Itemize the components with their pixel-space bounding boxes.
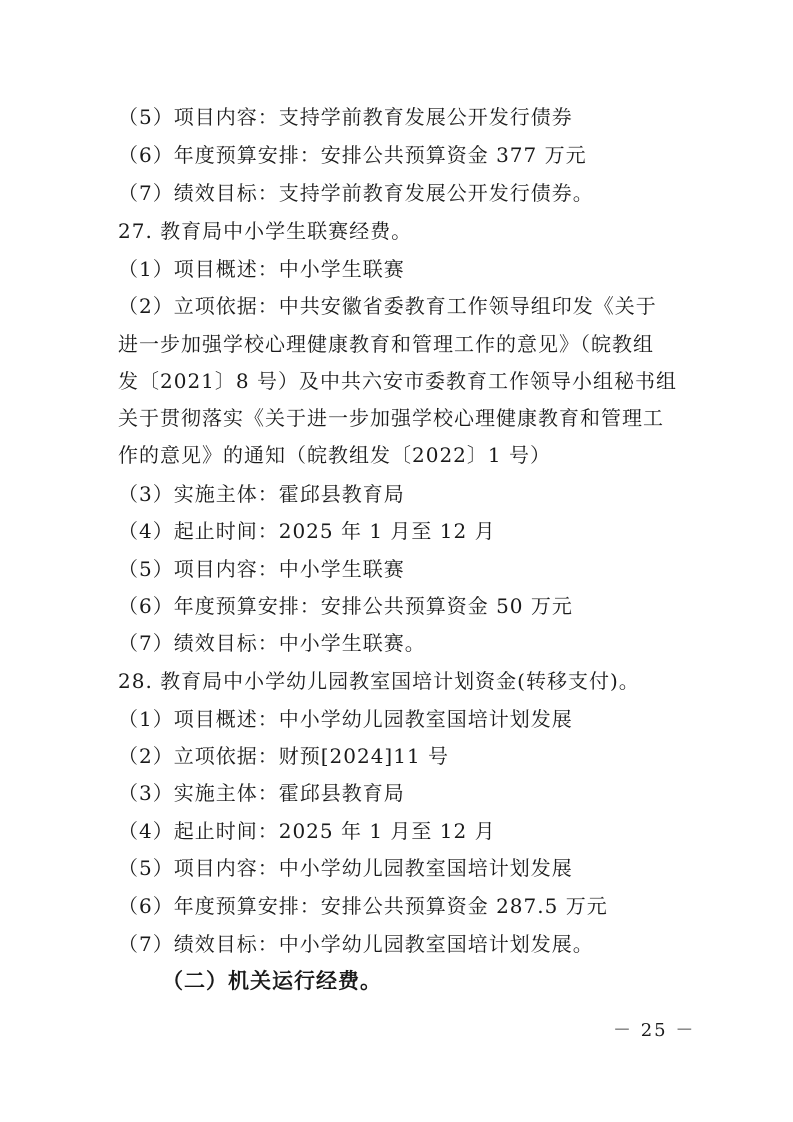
text-line: （5）项目内容：中小学幼儿园教室国培计划发展 [118, 856, 573, 880]
text-line: 进一步加强学校心理健康教育和管理工作的意见》（皖教组 [118, 332, 654, 356]
text-line: （3）实施主体：霍邱县教育局 [118, 482, 405, 506]
page-number: － 25 － [613, 1020, 696, 1041]
text-line: （1）项目概述：中小学生联赛 [118, 257, 405, 281]
text-line: （5）项目内容：中小学生联赛 [118, 557, 405, 581]
text-line: 作的意见》的通知（皖教组发〔2022〕1 号） [118, 443, 551, 467]
text-line: （2）立项依据：中共安徽省委教育工作领导组印发《关于 [118, 294, 657, 318]
text-line: （6）年度预算安排：安排公共预算资金 377 万元 [118, 143, 587, 167]
text-line: （6）年度预算安排：安排公共预算资金 287.5 万元 [118, 894, 608, 918]
item-heading: 27. 教育局中小学生联赛经费。 [118, 219, 413, 243]
section-heading: （二）机关运行经费。 [162, 969, 382, 993]
text-line: （6）年度预算安排：安排公共预算资金 50 万元 [118, 594, 573, 618]
text-line: 关于贯彻落实《关于进一步加强学校心理健康教育和管理工 [118, 406, 664, 430]
text-line: （4）起止时间：2025 年 1 月至 12 月 [118, 519, 496, 543]
text-line: （7）绩效目标：支持学前教育发展公开发行债券。 [118, 181, 594, 205]
text-line: （7）绩效目标：中小学生联赛。 [118, 631, 426, 655]
text-line: （7）绩效目标：中小学幼儿园教室国培计划发展。 [118, 932, 594, 956]
text-line: （2）立项依据：财预[2024]11 号 [118, 744, 450, 768]
text-line: （5）项目内容：支持学前教育发展公开发行债券 [118, 105, 573, 129]
text-line: （3）实施主体：霍邱县教育局 [118, 781, 405, 805]
text-line: （1）项目概述：中小学幼儿园教室国培计划发展 [118, 707, 573, 731]
item-heading: 28. 教育局中小学幼儿园教室国培计划资金(转移支付)。 [118, 669, 640, 693]
text-line: （4）起止时间：2025 年 1 月至 12 月 [118, 819, 496, 843]
text-line: 发〔2021〕8 号）及中共六安市委教育工作领导小组秘书组 [118, 369, 677, 393]
